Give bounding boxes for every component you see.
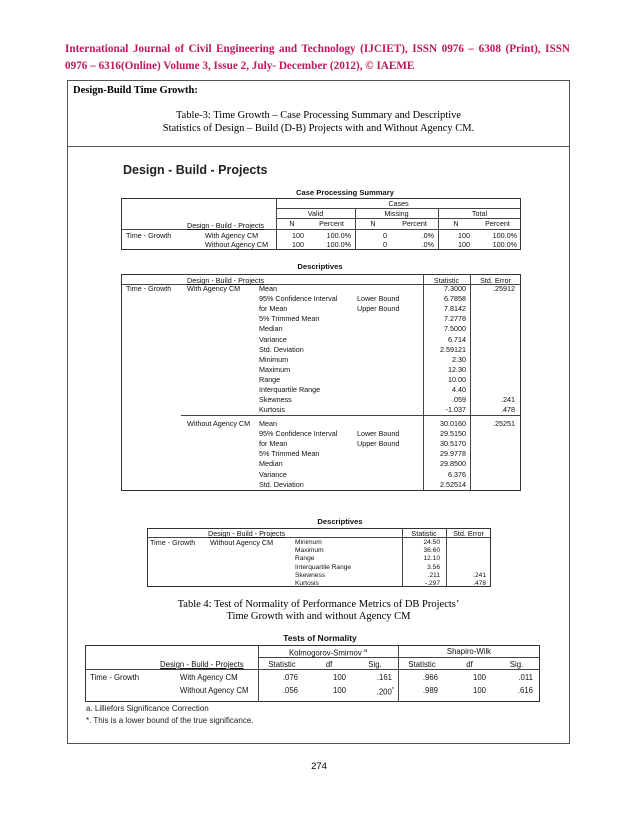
desc-stat-value: 29.8500 — [440, 459, 466, 469]
cps-percent-header: Percent — [485, 219, 510, 228]
desc2-stat-value: 12.10 — [423, 555, 440, 563]
normality-cell: .966 — [422, 673, 438, 682]
cps-valid-header: Valid — [307, 209, 324, 218]
desc-group-header: Design - Build - Projects — [187, 276, 265, 285]
sw-df-header: df — [466, 660, 473, 669]
spss-output-title: Design - Build - Projects — [123, 163, 268, 177]
cps-missing-header: Missing — [384, 209, 409, 218]
desc-std-error-value: .241 — [501, 395, 515, 405]
desc2-group: Without Agency CM — [210, 538, 274, 547]
desc-stat-value: 30.5170 — [440, 439, 466, 449]
desc-group-with: With Agency CM — [187, 284, 241, 293]
descriptives2-title: Descriptives — [317, 517, 363, 526]
desc-group-without: Without Agency CM — [187, 419, 251, 428]
normality-cell: .200* — [376, 687, 394, 697]
cps-cases-header: Cases — [388, 199, 409, 208]
desc-std-error-header: Std. Error — [480, 276, 511, 285]
desc2-stat-label: Maximum — [295, 547, 324, 555]
desc-stat-label: 5% Trimmed Mean — [259, 449, 320, 459]
cps-cell: 100 — [458, 240, 470, 249]
cps-cell: .0% — [421, 240, 434, 249]
desc2-stat-value: 36.60 — [423, 547, 440, 555]
cps-row-group: With Agency CM — [205, 231, 259, 240]
desc-stat-label: Skewness — [259, 395, 292, 405]
normality-cell: .056 — [282, 686, 298, 695]
desc2-variable: Time - Growth — [150, 538, 196, 547]
desc2-stat-value: 3.56 — [427, 563, 440, 571]
cps-cell: 100.0% — [326, 231, 351, 240]
normality-cell: 100 — [332, 686, 346, 695]
desc2-std-error-header: Std. Error — [453, 529, 484, 538]
desc-stat-sublabel: Upper Bound — [357, 304, 400, 314]
normality-cell: .011 — [518, 673, 533, 682]
desc-stat-label: Median — [259, 324, 283, 334]
desc2-stat-label: Interquartile Range — [295, 563, 352, 571]
desc-stat-label: Median — [259, 459, 283, 469]
normality-cell: 100 — [472, 686, 486, 695]
desc-stat-value: 29.5150 — [440, 429, 466, 439]
desc-stat-label: Std. Deviation — [259, 344, 304, 354]
normality-cell: 100 — [332, 673, 346, 682]
sw-statistic-header: Statistic — [408, 660, 436, 669]
desc-stat-label: Std. Deviation — [259, 479, 304, 489]
desc2-statistic-header: Statistic — [411, 529, 437, 538]
cps-total-header: Total — [471, 209, 488, 218]
note-lilliefors: a. Lilliefors Significance Correction — [86, 704, 209, 713]
cps-cell: 0 — [383, 240, 387, 249]
desc-stat-value: 2.59121 — [440, 344, 466, 354]
desc2-stat-value: .211 — [427, 571, 440, 579]
normality-cell: .989 — [422, 686, 438, 695]
cps-percent-header: Percent — [402, 219, 427, 228]
desc-stat-value: 12.30 — [448, 364, 466, 374]
note-lower-bound: *. This is a lower bound of the true significance. — [86, 716, 254, 725]
desc-stat-label: 95% Confidence Interval — [259, 429, 338, 439]
desc2-stat-value: 24.50 — [423, 539, 440, 546]
desc2-std-error-value: .241 — [473, 571, 486, 579]
desc-stat-sublabel: Lower Bound — [357, 429, 400, 439]
table4-caption-line1: Table 4: Test of Normality of Performance Metrics of DB Projects’ — [177, 599, 460, 610]
cps-cell: 100.0% — [492, 240, 517, 249]
desc-stat-value: 29.9778 — [440, 449, 466, 459]
desc-stat-value: 6.7858 — [444, 294, 466, 304]
desc2-stat-label: Minimum — [295, 539, 322, 546]
desc2-stat-label: Range — [295, 555, 315, 563]
cps-percent-header: Percent — [319, 219, 344, 228]
desc-std-error-value: .478 — [501, 405, 515, 415]
desc-stat-label: Mean — [259, 419, 277, 428]
desc-stat-label: Kurtosis — [259, 405, 285, 415]
cps-cell: 100.0% — [492, 231, 517, 240]
desc2-stat-label: Kurtosis — [295, 580, 319, 587]
desc-std-error-value: .25912 — [493, 284, 515, 293]
table3-caption-line2: Statistics of Design – Build (D-B) Projects with and Without Agency CM. — [162, 123, 475, 134]
desc-stat-label: Variance — [259, 469, 287, 479]
cps-cell: 0 — [383, 231, 387, 240]
desc-std-error-value: .25251 — [493, 419, 515, 428]
desc-stat-value: 10.00 — [448, 374, 466, 384]
cps-row-group: Without Agency CM — [205, 240, 269, 249]
cps-cell: 100 — [292, 231, 304, 240]
desc2-std-error-value: .478 — [473, 580, 486, 587]
cps-n-header: N — [289, 219, 295, 228]
normality-row-group: Without Agency CM — [180, 686, 249, 695]
normality-cell: .616 — [517, 686, 533, 695]
desc-statistic-header: Statistic — [433, 276, 460, 285]
desc-stat-label: Maximum — [259, 364, 291, 374]
desc-stat-label: Range — [259, 374, 281, 384]
ks-statistic-header: Statistic — [268, 660, 296, 669]
desc-stat-value: 7.3000 — [444, 284, 466, 293]
frame-divider — [68, 146, 569, 147]
cps-cell: 100.0% — [326, 240, 351, 249]
desc-stat-sublabel: Upper Bound — [357, 439, 400, 449]
desc-stat-value: 7.2778 — [444, 314, 466, 324]
desc-stat-value: 2.30 — [452, 354, 466, 364]
descriptives-title: Descriptives — [297, 262, 343, 271]
normality-group-header: Design - Build - Projects — [160, 660, 244, 669]
ks-header: Kolmogorov-Smirnov $^a$ — [288, 648, 368, 658]
desc-stat-value: 4.40 — [452, 385, 466, 394]
desc-stat-label: Mean — [259, 284, 277, 293]
desc-stat-value: 6.376 — [448, 469, 466, 479]
ks-df-header: df — [325, 660, 333, 669]
desc-stat-value: 7.5000 — [444, 324, 466, 334]
page-number: 274 — [311, 761, 327, 772]
table4-caption-line2: Time Growth with and without Agency CM — [226, 611, 411, 622]
cps-n-header: N — [453, 219, 459, 228]
desc-stat-value: 30.0160 — [440, 419, 466, 428]
desc2-group-header: Design - Build - Projects — [208, 529, 286, 538]
normality-cell: .076 — [282, 673, 298, 682]
desc-stat-value: 2.52514 — [440, 479, 466, 489]
desc-stat-value: 6.714 — [448, 334, 466, 344]
normality-cell: 100 — [472, 673, 486, 682]
cps-title: Case Processing Summary — [296, 188, 394, 197]
desc-stat-label: 95% Confidence Interval — [259, 294, 338, 304]
desc-stat-label: 5% Trimmed Mean — [259, 314, 320, 324]
desc-variable: Time - Growth — [126, 284, 172, 293]
section-title: Design-Build Time Growth: — [73, 85, 198, 96]
cps-cell: 100 — [458, 231, 470, 240]
table3-caption-line1: Table-3: Time Growth – Case Processing Summary and Descriptive — [175, 110, 462, 121]
cps-cell: 100 — [292, 240, 304, 249]
desc-stat-sublabel: Lower Bound — [357, 294, 400, 304]
desc-stat-label: for Mean — [259, 439, 288, 449]
desc-stat-value: .059 — [452, 395, 466, 405]
normality-title: Tests of Normality — [283, 633, 357, 643]
cps-n-header: N — [370, 219, 376, 228]
sw-header: Shapiro-Wilk — [446, 647, 492, 656]
normality-cell: .161 — [376, 673, 392, 682]
cps-group-header: Design - Build - Projects — [187, 221, 265, 230]
journal-header: International Journal of Civil Engineering and Technology (IJCIET), ISSN 0976 – 6308 (Print), ISSN 0976 – 6316(Online) Volume 3, Issue 2, July- December (2012), © IAEME — [65, 43, 570, 72]
desc2-stat-value: -.297 — [424, 580, 440, 587]
desc-stat-label: Variance — [259, 334, 287, 344]
desc2-stat-label: Skewness — [295, 571, 326, 579]
cps-variable: Time - Growth — [126, 231, 172, 240]
sw-sig-header: Sig. — [509, 660, 524, 669]
desc-stat-label: Minimum — [259, 354, 289, 364]
desc-stat-label: Interquartile Range — [259, 385, 321, 394]
ks-sig-header: Sig. — [368, 660, 382, 669]
desc-stat-value: 7.8142 — [444, 304, 466, 314]
desc-stat-label: for Mean — [259, 304, 288, 314]
desc-stat-value: -1.037 — [445, 405, 466, 415]
normality-row-group: With Agency CM — [180, 673, 238, 682]
cps-cell: .0% — [421, 231, 434, 240]
normality-variable: Time - Growth — [90, 673, 140, 682]
